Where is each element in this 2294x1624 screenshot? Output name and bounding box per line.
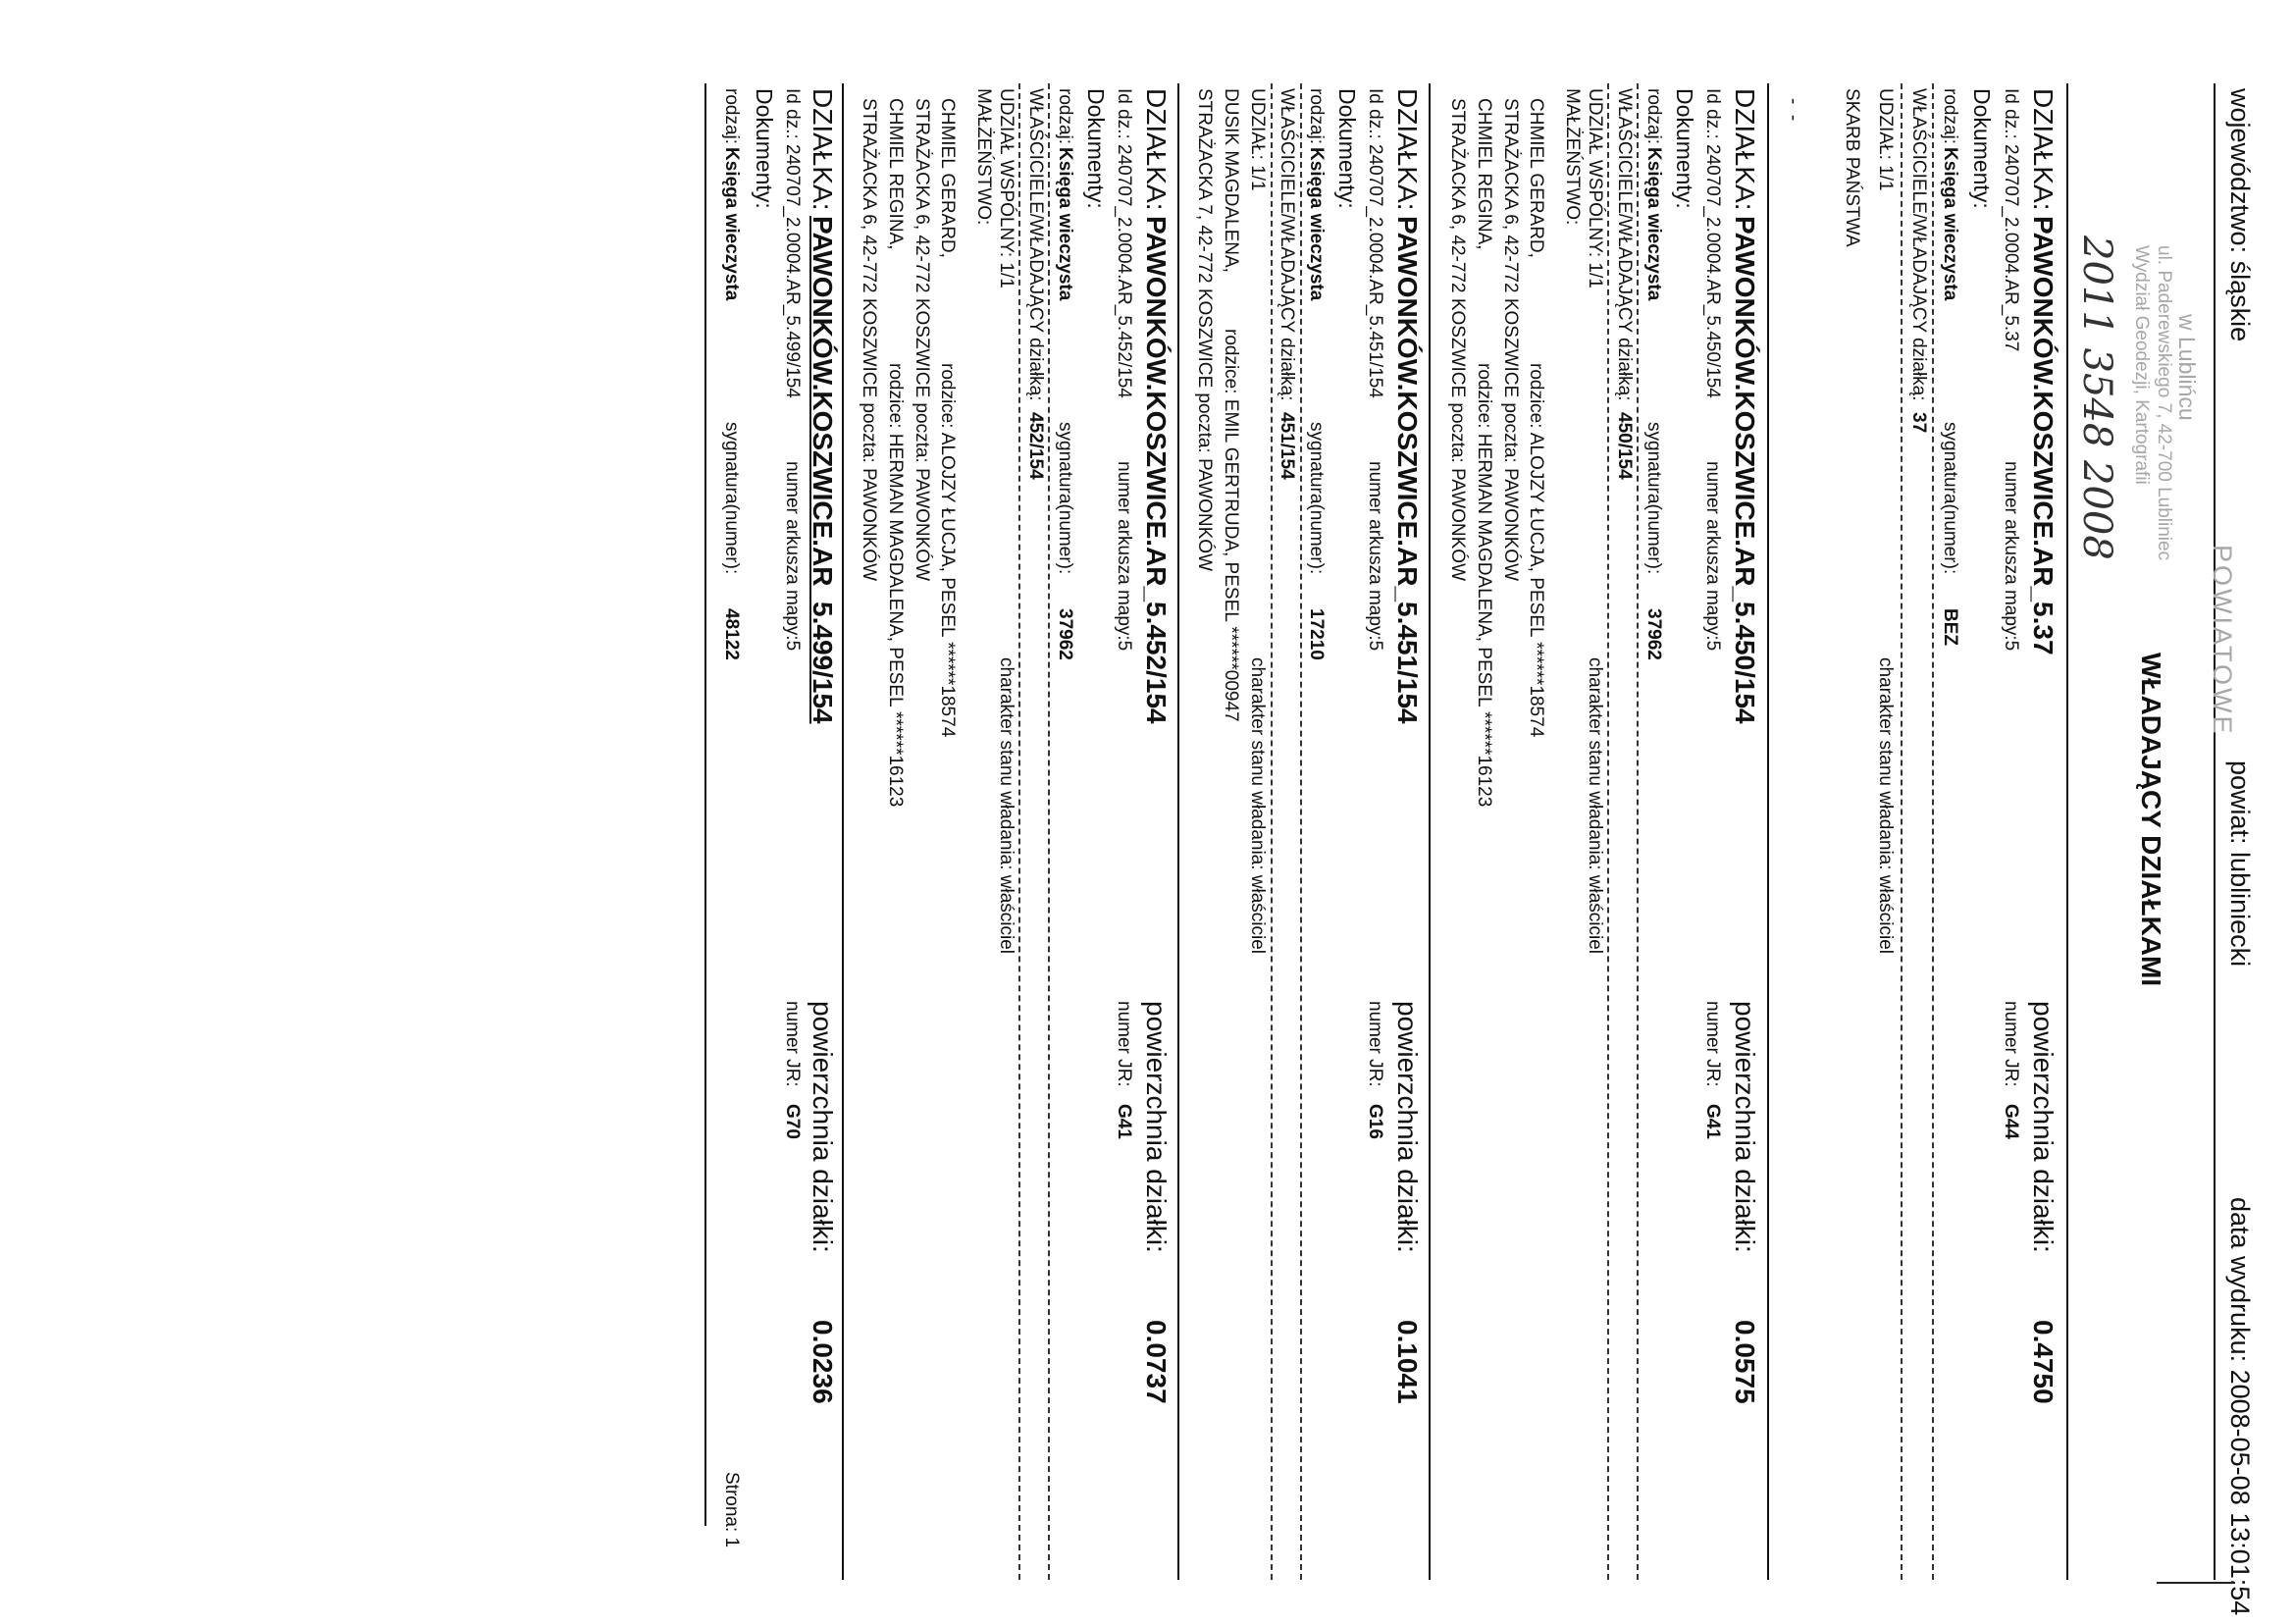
signature-value: 48122 [721, 608, 742, 660]
dashed-divider [1300, 83, 1302, 1580]
owners-value: 452/154 [1025, 412, 1046, 480]
owner-details: rodzice: HERMAN MAGDALENA, PESEL ******16123 [885, 363, 906, 808]
signature-value: BEZ [1940, 608, 1960, 646]
doc-type-value: Księga wieczysta [721, 147, 742, 301]
doc-type-label: rodzaj: [1940, 88, 1960, 145]
parcel-title: PAWONKÓW.KOSZWICE.AR_5.452/154 [1141, 216, 1172, 724]
parcel-area-value: 0.0737 [1141, 1320, 1172, 1404]
doc-type-label: rodzaj: [1306, 88, 1327, 145]
corner-tick [2157, 1582, 2235, 1584]
ownership-type: charakter stanu władania: właściciel [996, 657, 1017, 955]
owner-details: rodzice: EMIL GERTRUDA, PESEL ******00947 [1221, 329, 1241, 722]
parcel-rule [1429, 83, 1431, 1580]
dashed-divider [1932, 83, 1934, 1580]
jr-value: G70 [782, 1104, 803, 1139]
signature-value: 37962 [1643, 608, 1664, 660]
owner-address: STRAŻACKA 6, 42-772 KOSZWICE poczta: PAWONKÓW [1500, 98, 1521, 582]
map-sheet-number: numer arkusza mapy:5 [2001, 461, 2021, 652]
map-sheet-number: numer arkusza mapy:5 [1114, 461, 1134, 652]
dashed-divider [1607, 83, 1609, 1580]
documents-label: Dokumenty: [752, 88, 777, 209]
parcel-label: DZIAŁKA: [1141, 88, 1172, 211]
owner-name: CHMIEL GERARD, [1526, 98, 1546, 258]
county-label: powiat: lubliniecki [2225, 760, 2255, 968]
signature-value: 37962 [1055, 608, 1075, 660]
jr-label: numer JR: [1365, 1001, 1385, 1087]
jr-value: G44 [2001, 1104, 2021, 1139]
parcel-id: Id dz.: 240707_2.0004.AR_5.37 [2001, 88, 2021, 352]
doc-type-label: rodzaj: [721, 88, 742, 145]
ownership-type: charakter stanu władania: właściciel [1247, 657, 1268, 955]
doc-type-value: Księga wieczysta [1643, 147, 1664, 301]
documents-label: Dokumenty: [1969, 88, 1995, 209]
jr-label: numer JR: [1114, 1001, 1134, 1087]
parcel-title: PAWONKÓW.KOSZWICE.AR_5.37 [2028, 216, 2059, 655]
jr-value: G16 [1365, 1104, 1385, 1139]
jr-label: numer JR: [1702, 1001, 1723, 1087]
parcel-rule [1177, 83, 1179, 1580]
doc-type-value: Księga wieczysta [1055, 147, 1075, 301]
parcel-title: PAWONKÓW.KOSZWICE.AR_5.450/154 [1730, 216, 1760, 724]
map-sheet-number: numer arkusza mapy:5 [1702, 461, 1723, 652]
dashed-divider [1637, 83, 1639, 1580]
parcel-label: DZIAŁKA: [1392, 88, 1423, 211]
doc-type-label: rodzaj: [1643, 88, 1664, 145]
page-title: WŁADAJĄCY DZIAŁKAMI [2136, 653, 2166, 987]
separator-dots: - - [1783, 98, 1803, 122]
map-sheet-number: numer arkusza mapy:5 [1365, 461, 1385, 652]
marriage-label: MAŁŻEŃSTWO: [973, 88, 994, 226]
owner-name: CHMIEL REGINA, [885, 98, 906, 250]
signature-label: sygnatura(numer): [1940, 422, 1960, 575]
owner-address: STRAŻACKA 6, 42-772 KOSZWICE poczta: PAWONKÓW [912, 98, 932, 582]
owner-details: rodzice: HERMAN MAGDALENA, PESEL ******16123 [1474, 363, 1494, 808]
parcel-label: DZIAŁKA: [1730, 88, 1760, 211]
owners-value: 450/154 [1614, 412, 1635, 480]
jr-label: numer JR: [2001, 1001, 2021, 1087]
stamp-line-1: w Lublińcu [2174, 314, 2200, 421]
province-label: województwo: śląskie [2225, 88, 2255, 342]
owners-label: WŁAŚCICIELE/WŁADAJĄCY działką: [1614, 88, 1635, 401]
dashed-divider [1901, 83, 1903, 1580]
stamp-line-3: Wydział Geodezji, Kartografii [2131, 245, 2152, 485]
stamp-line-2: ul. Paderewskiego 7, 42-700 Lubliniec [2154, 245, 2174, 561]
documents-label: Dokumenty: [1083, 88, 1109, 209]
marriage-label: MAŁŻEŃSTWO: [1562, 88, 1583, 226]
documents-label: Dokumenty: [1334, 88, 1360, 209]
owners-label: WŁAŚCICIELE/WŁADAJĄCY działką: [1025, 88, 1046, 401]
signature-label: sygnatura(numer): [721, 422, 742, 575]
parcel-id: Id dz.: 240707_2.0004.AR_5.450/154 [1702, 88, 1723, 398]
share-line: UDZIAŁ WSPÓLNY: 1/1 [1585, 88, 1605, 288]
owner-name: SKARB PAŃSTWA [1842, 88, 1862, 247]
parcel-area-label: powierzchnia działki: [2028, 1001, 2059, 1253]
documents-label: Dokumenty: [1672, 88, 1697, 209]
parcel-id: Id dz.: 240707_2.0004.AR_5.451/154 [1365, 88, 1385, 398]
parcel-area-label: powierzchnia działki: [808, 1001, 838, 1253]
jr-value: G41 [1702, 1104, 1723, 1139]
owners-value: 451/154 [1277, 412, 1297, 480]
parcel-area-label: powierzchnia działki: [1730, 1001, 1760, 1253]
parcel-area-label: powierzchnia działki: [1392, 1001, 1423, 1253]
signature-label: sygnatura(numer): [1055, 422, 1075, 575]
page-number: Strona: 1 [721, 1472, 742, 1548]
parcel-title: PAWONKÓW.KOSZWICE.AR_5.451/154 [1392, 216, 1423, 724]
owner-details: rodzice: ALOJZY ŁUCJA, PESEL ******18574 [937, 363, 958, 738]
signature-value: 17210 [1306, 608, 1327, 660]
owners-value: 37 [1908, 412, 1929, 434]
owner-details: rodzice: ALOJZY ŁUCJA, PESEL ******18574 [1526, 363, 1546, 738]
dashed-divider [1048, 83, 1050, 1580]
parcel-id: Id dz.: 240707_2.0004.AR_5.452/154 [1114, 88, 1134, 398]
header-rule [2214, 83, 2216, 1580]
parcel-rule [1767, 83, 1769, 1580]
handwritten-number: 2011 3548 2008 [2074, 236, 2119, 560]
stamp-overlay: POWIATOWE [2208, 545, 2237, 737]
dashed-divider [1018, 83, 1020, 1580]
parcel-area-value: 0.1041 [1392, 1320, 1423, 1404]
jr-value: G41 [1114, 1104, 1134, 1139]
share-line: UDZIAŁ: 1/1 [1247, 88, 1268, 191]
owner-name: DUSIK MAGDALENA, [1221, 88, 1241, 273]
ownership-type: charakter stanu władania: właściciel [1585, 657, 1605, 955]
signature-label: sygnatura(numer): [1306, 422, 1327, 575]
parcel-area-value: 0.4750 [2028, 1320, 2059, 1404]
doc-type-value: Księga wieczysta [1306, 147, 1327, 301]
parcel-id: Id dz.: 240707_2.0004.AR_5.499/154 [782, 88, 803, 398]
parcel-area-label: powierzchnia działki: [1141, 1001, 1172, 1253]
owners-label: WŁAŚCICIELE/WŁADAJĄCY działką: [1277, 88, 1297, 401]
parcel-area-value: 0.0575 [1730, 1320, 1760, 1404]
doc-type-label: rodzaj: [1055, 88, 1075, 145]
share-line: UDZIAŁ: 1/1 [1875, 88, 1896, 191]
doc-type-value: Księga wieczysta [1940, 147, 1960, 301]
ownership-type: charakter stanu władania: właściciel [1875, 657, 1896, 955]
parcel-rule [842, 83, 844, 1580]
owner-name: CHMIEL GERARD, [937, 98, 958, 258]
parcel-label: DZIAŁKA: [808, 88, 838, 211]
jr-label: numer JR: [782, 1001, 803, 1087]
owner-address: STRAŻACKA 6, 42-772 KOSZWICE poczta: PAWONKÓW [859, 98, 879, 582]
owner-address: STRAŻACKA 7, 42-772 KOSZWICE poczta: PAWONKÓW [1194, 88, 1215, 572]
owners-label: WŁAŚCICIELE/WŁADAJĄCY działką: [1908, 88, 1929, 401]
parcel-area-value: 0.0236 [808, 1320, 838, 1404]
print-date-label: data wydruku: 2008-05-08 13:01:54 [2225, 1197, 2255, 1616]
dashed-divider [1271, 83, 1273, 1580]
share-line: UDZIAŁ WSPÓLNY: 1/1 [996, 88, 1017, 288]
signature-label: sygnatura(numer): [1643, 422, 1664, 575]
map-sheet-number: numer arkusza mapy:5 [782, 461, 803, 652]
owner-address: STRAŻACKA 6, 42-772 KOSZWICE poczta: PAWONKÓW [1447, 98, 1468, 582]
owner-name: CHMIEL REGINA, [1474, 98, 1494, 250]
footer-rule [704, 83, 706, 1526]
parcel-rule [2066, 83, 2068, 1580]
parcel-title: PAWONKÓW.KOSZWICE.AR_5.499/154 [808, 216, 838, 724]
parcel-label: DZIAŁKA: [2028, 88, 2059, 211]
